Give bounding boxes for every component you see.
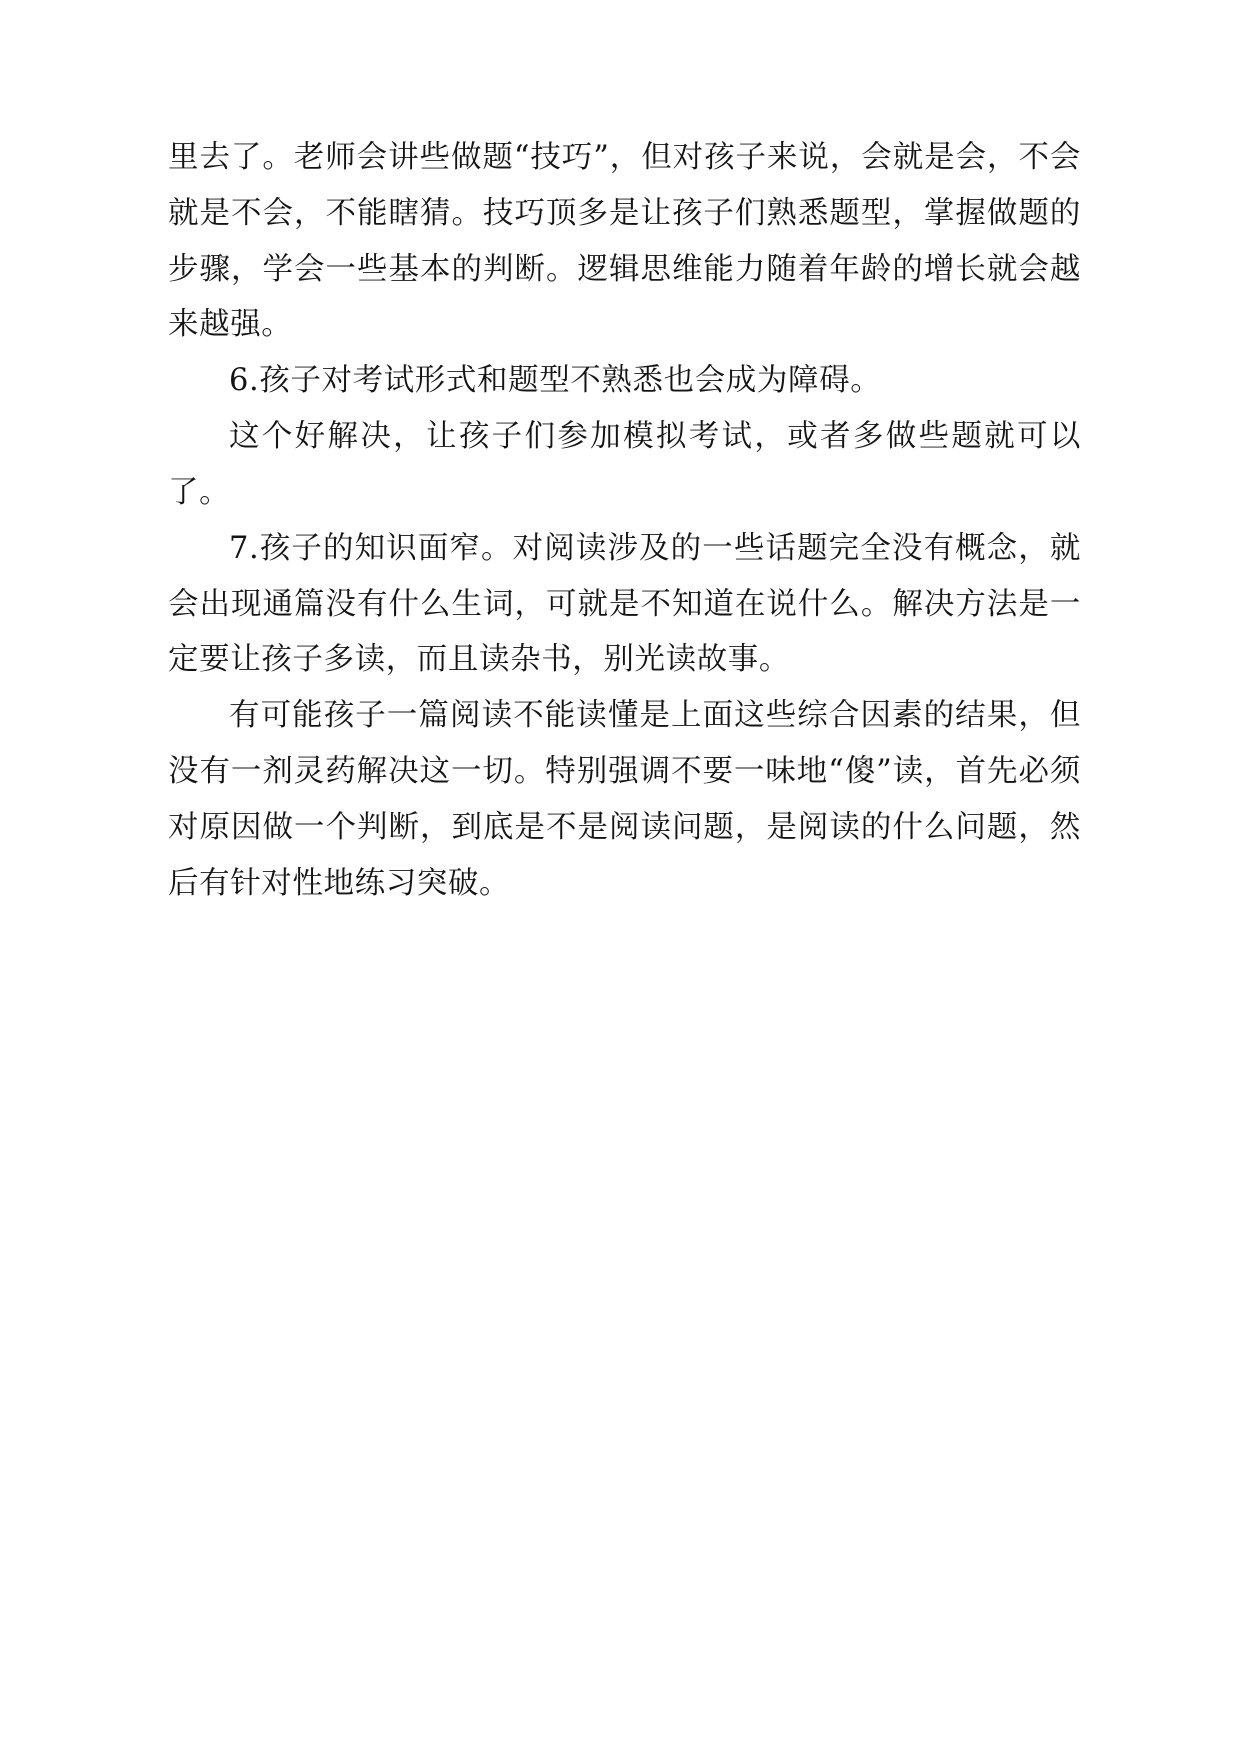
paragraph-2: 6.孩子对考试形式和题型不熟悉也会成为障碍。 xyxy=(229,363,882,399)
paragraph-1: 里去了。老师会讲些做题“技巧”，但对孩子来说，会就是会，不会就是不会，不能瞎猜。技巧顶多是让孩子们熟悉题型，掌握做题的步骤，学会一些基本的判断。逻辑思维能力随着年龄的增长就会越来越强。 xyxy=(168,140,1081,343)
paragraph-5: 有可能孩子一篇阅读不能读懂是上面这些综合因素的结果，但没有一剂灵药解决这一切。特别强调不要一味地“傻”读，首先必须对原因做一个判断，到底是不是阅读问题，是阅读的什么问题，然后有针对性地练习突破。 xyxy=(168,698,1081,901)
document-body xyxy=(168,130,1081,911)
paragraph-3: 这个好解决，让孩子们参加模拟考试，或者多做些题就可以了。 xyxy=(168,419,1081,510)
paragraph-4: 7.孩子的知识面窄。对阅读涉及的一些话题完全没有概念，就会出现通篇没有什么生词，可就是不知道在说什么。解决方法是一定要让孩子多读，而且读杂书，别光读故事。 xyxy=(168,530,1081,678)
